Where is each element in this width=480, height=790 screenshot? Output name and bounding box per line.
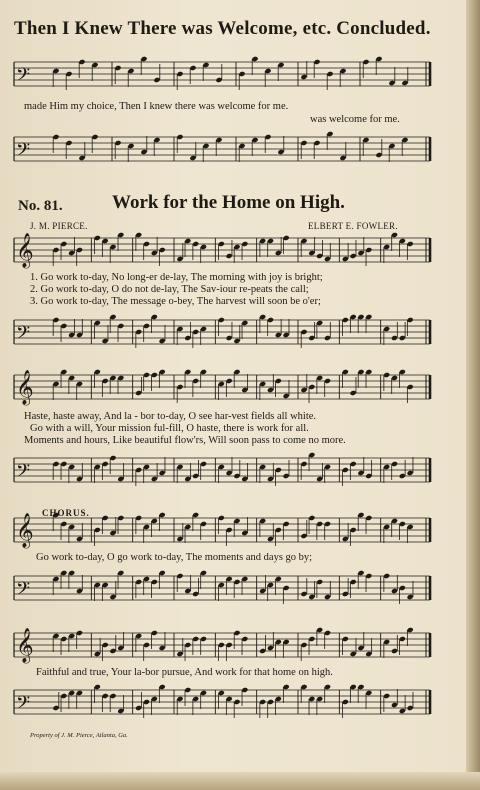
treble-clef-icon: 𝄞 — [16, 628, 34, 663]
intro-lyric-echo: was welcome for me. — [310, 114, 400, 125]
chorus-line-2: Faithful and true, Your la-bor pursue, And work for that home on high. — [36, 667, 333, 678]
hymn-title: Work for the Home on High. — [112, 192, 345, 213]
verse-3-line-1: 3. Go work to-day, The message o-bey, The harvest will soon be o'er; — [30, 296, 321, 307]
bass-clef-icon: 𝄢 — [16, 461, 31, 486]
verse-1-line-2: Haste, haste away, And la - bor to-day, O see har-vest fields all white. — [24, 411, 317, 422]
treble-clef-icon: 𝄞 — [16, 370, 34, 405]
bass-clef-icon: 𝄢 — [16, 579, 31, 604]
intro-lyric-line: made Him my choice, Then I knew there was welcome for me. — [24, 101, 289, 112]
bass-clef-icon: 𝄢 — [16, 65, 31, 90]
treble-clef-icon: 𝄞 — [16, 233, 34, 268]
footer-credit: Property of J. M. Pierce, Atlanta, Ga. — [30, 732, 128, 739]
composer-credit: J. M. PIERCE. — [30, 221, 88, 231]
page-title: Then I Knew There was Welcome, etc. Concluded. — [14, 18, 431, 39]
chorus-label: CHORUS. — [42, 508, 90, 518]
bass-clef-icon: 𝄢 — [16, 323, 31, 348]
verse-2-line-1: 2. Go work to-day, O do not de-lay, The Sav-iour re-peats the call; — [30, 284, 309, 295]
treble-clef-icon: 𝄞 — [16, 513, 34, 548]
bass-clef-icon: 𝄢 — [16, 140, 31, 165]
bass-clef-icon: 𝄢 — [16, 693, 31, 718]
hymn-number: No. 81. — [18, 198, 63, 214]
verse-3-line-2: Moments and hours, Like beautiful flow'rs, Will soon pass to come no more. — [24, 435, 346, 446]
author-credit: ELBERT E. FOWLER. — [308, 221, 398, 231]
verse-1-line-1: 1. Go work to-day, No long-er de-lay, The morning with joy is bright; — [30, 272, 323, 283]
chorus-line-1: Go work to-day, O go work to-day, The moments and days go by; — [36, 552, 313, 563]
verse-2-line-2: Go with a will, Your mission ful-fill, O haste, there is work for all. — [30, 423, 309, 434]
